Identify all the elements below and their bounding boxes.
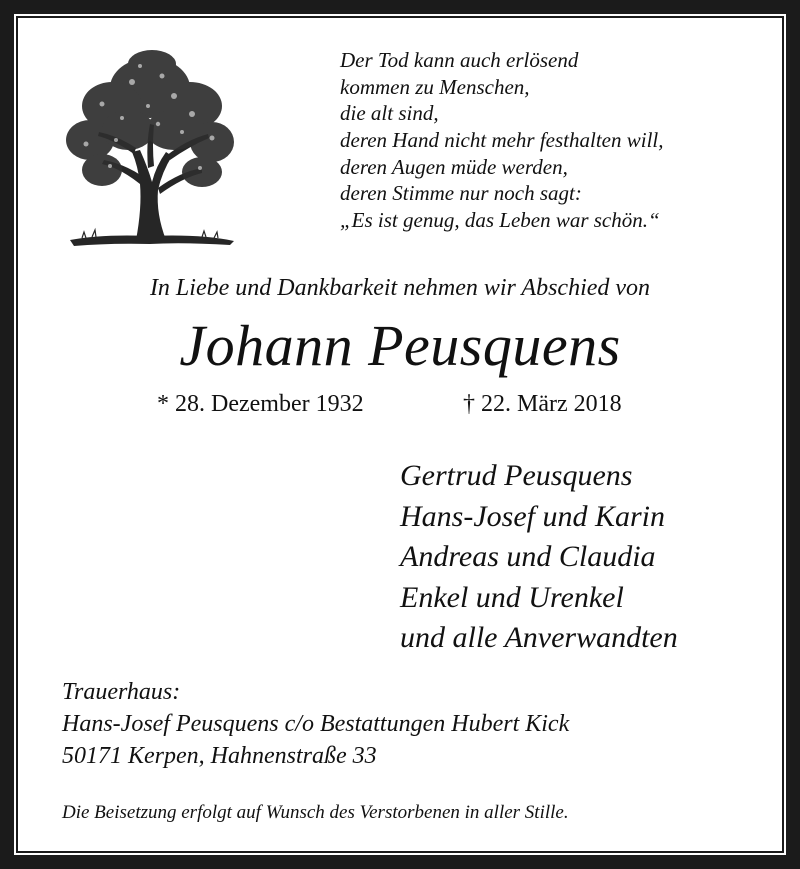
- mourning-house-address-line: Hans-Josef Peusquens c/o Bestattungen Hubert Kick: [62, 711, 570, 737]
- poem-line: Der Tod kann auch erlösend: [340, 48, 579, 72]
- poem-line: „Es ist genug, das Leben war schön.“: [340, 208, 660, 233]
- birth-date: * 28. Dezember 1932: [157, 391, 364, 417]
- mourning-house-address-line: 50171 Kerpen, Hahnenstraße 33: [62, 743, 377, 769]
- poem-line: deren Augen müde werden,: [340, 154, 568, 179]
- mourning-house: [62, 676, 569, 772]
- death-date: † 22. März 2018: [463, 391, 622, 417]
- burial-note: Die Beisetzung erfolgt auf Wunsch des Verstorbenen in aller Stille.: [62, 802, 569, 823]
- poem-line: deren Hand nicht mehr festhalten will,: [340, 128, 664, 153]
- poem: [340, 47, 664, 234]
- family-list: [400, 456, 678, 659]
- mourning-house-label: Trauerhaus:: [62, 679, 181, 705]
- family-member: Andreas und Claudia: [400, 540, 656, 573]
- family-member: Gertrud Peusquens: [400, 459, 633, 492]
- family-member: Hans-Josef und Karin: [400, 499, 665, 533]
- intro-text: In Liebe und Dankbarkeit nehmen wir Abschied von: [149, 275, 651, 301]
- poem-line: kommen zu Menschen,: [340, 74, 530, 99]
- tree-icon: [62, 48, 238, 252]
- deceased-name: Johann Peusquens: [179, 313, 621, 378]
- family-member: Enkel und Urenkel: [400, 580, 624, 614]
- poem-line: die alt sind,: [340, 101, 439, 126]
- poem-line: deren Stimme nur noch sagt:: [340, 181, 582, 206]
- family-member: und alle Anverwandten: [400, 621, 678, 654]
